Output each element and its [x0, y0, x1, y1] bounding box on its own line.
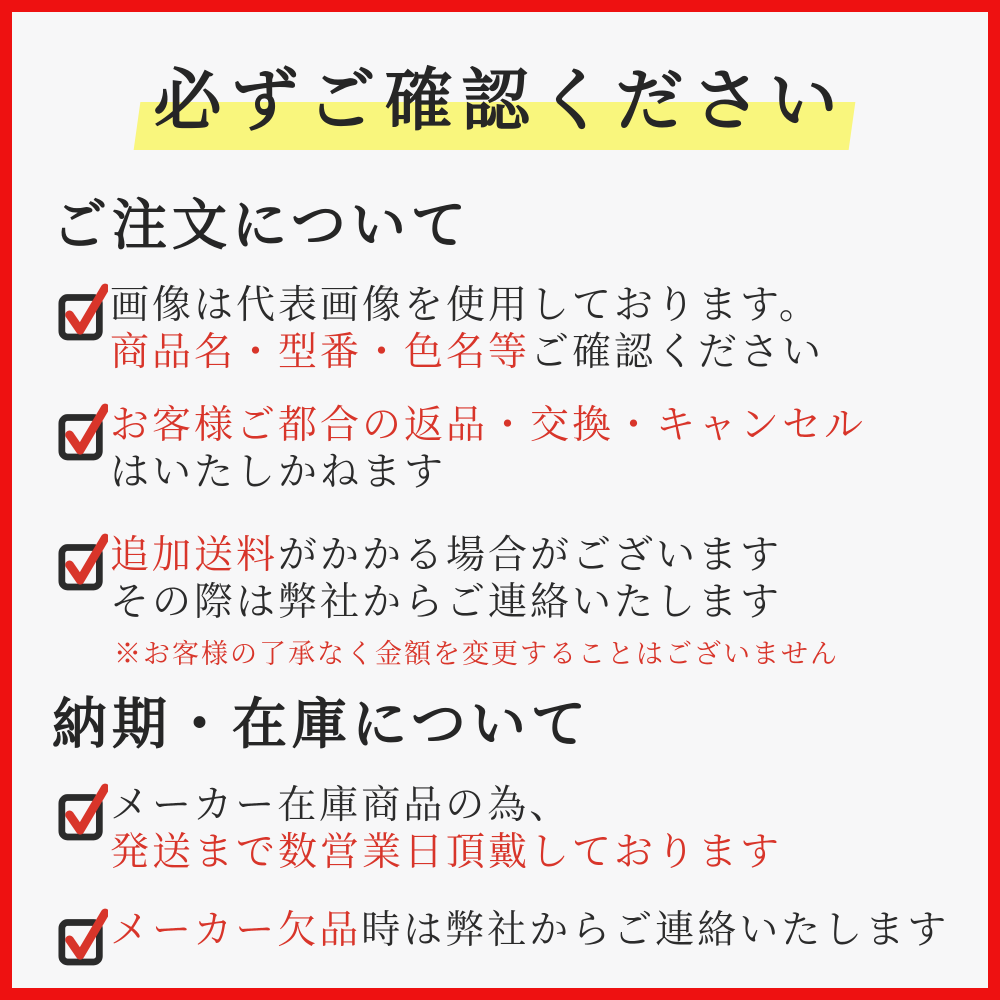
item-text	[110, 907, 949, 954]
item-line-emphasis: 発送まで数営業日頂戴しております	[110, 831, 783, 874]
item-line	[110, 579, 839, 626]
notice-item-maker-out-of-stock	[58, 907, 949, 967]
checked-checkbox-icon	[58, 280, 108, 342]
item-line-text: はいたしかねます	[110, 451, 447, 494]
item-line	[110, 532, 839, 579]
page-title-text: 必ずご確認ください	[153, 63, 847, 139]
checked-checkbox-icon	[58, 400, 108, 462]
item-line-text: がかかる場合がございます	[278, 534, 783, 577]
checked-checkbox-icon	[58, 780, 108, 842]
item-line-emphasis: お客様ご都合の返品・交換・キャンセル	[110, 404, 867, 447]
item-text	[110, 532, 839, 671]
section-heading-delivery-stock: 納期・在庫について	[52, 694, 591, 755]
notice-item-representative-image	[58, 282, 824, 376]
item-line-emphasis: 商品名・型番・色名等	[110, 331, 531, 374]
item-line-text: 画像は代表画像を使用しております。	[110, 284, 821, 327]
title-row	[12, 52, 988, 150]
item-line	[110, 402, 866, 449]
item-text	[110, 782, 782, 876]
item-line-emphasis: 追加送料	[110, 534, 279, 577]
item-line	[110, 907, 949, 954]
section-heading-order: ご注文について	[52, 195, 471, 256]
item-footnote: ※お客様の了承なく金額を変更することはございません	[114, 639, 839, 669]
notice-item-maker-stock	[58, 782, 782, 876]
item-line	[110, 829, 782, 876]
item-text	[110, 282, 824, 376]
page-title	[153, 52, 846, 150]
item-line	[110, 329, 824, 376]
item-line-text: 時は弊社からご連絡いたします	[361, 909, 950, 952]
item-line-text: その際は弊社からご連絡いたします	[110, 581, 783, 624]
checked-checkbox-icon	[58, 530, 108, 592]
item-line	[110, 449, 866, 496]
notice-item-extra-shipping	[58, 532, 839, 671]
item-line-emphasis: メーカー欠品	[110, 909, 362, 952]
item-line-text: メーカー在庫商品の為、	[110, 784, 572, 827]
item-line	[110, 782, 782, 829]
notice-item-no-returns	[58, 402, 866, 496]
checked-checkbox-icon	[58, 905, 108, 967]
item-line-text: ご確認ください	[530, 331, 825, 374]
item-text	[110, 402, 866, 496]
item-line	[110, 282, 824, 329]
